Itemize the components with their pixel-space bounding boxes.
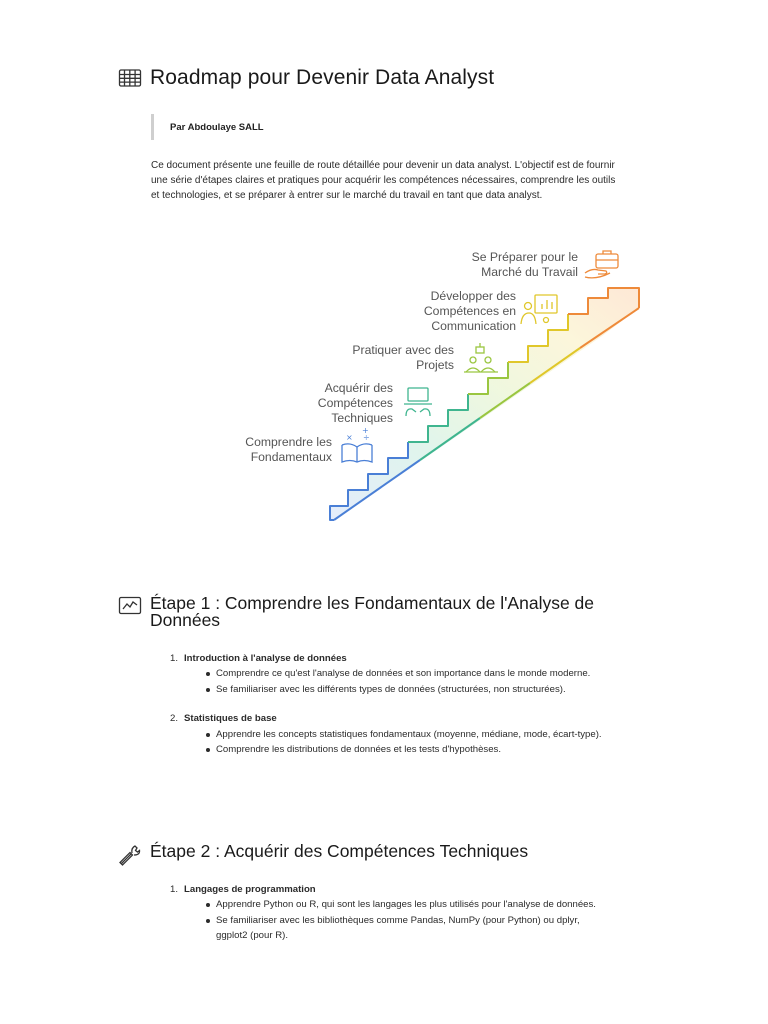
bullet-list: [170, 897, 612, 943]
line-chart-icon: [118, 595, 142, 619]
list-item-title: 1. Introduction à l'analyse de données: [170, 653, 347, 664]
bullet-item: Apprendre Python ou R, qui sont les langages les plus utilisés pour l'analyse de données.: [216, 897, 612, 912]
list-item-title: 2. Statistiques de base: [170, 713, 277, 725]
step-label-5: Se Préparer pour le Marché du Travail: [471, 250, 578, 279]
bullet-item: Se familiariser avec les différents types de données (structurées, non structurées).: [216, 682, 612, 697]
bullet-item: Apprendre les concepts statistiques fondamentaux (moyenne, médiane, mode, écart-type).: [216, 727, 612, 742]
svg-text:×: ×: [346, 433, 353, 442]
presentation-icon: [521, 295, 557, 324]
section-2-heading: [118, 843, 620, 867]
section-1-heading: [118, 595, 620, 629]
author-text: Par Abdoulaye SALL: [170, 121, 264, 133]
step-label-4: Développer des Compétences en Communication: [423, 289, 516, 333]
svg-text:÷: ÷: [363, 433, 370, 442]
bullet-item: Comprendre les distributions de données et les tests d'hypothèses.: [216, 742, 612, 757]
author-quote: [151, 114, 264, 140]
bullet-item: Comprendre ce qu'est l'analyse de données et son importance dans le monde moderne.: [216, 666, 612, 681]
staircase-diagram: [230, 240, 650, 530]
bullet-list: [170, 727, 612, 758]
page-title: Roadmap pour Devenir Data Analyst: [150, 66, 495, 89]
team-project-icon: [464, 343, 498, 372]
briefcase-hand-icon: [585, 251, 618, 278]
step-label-1: Comprendre les Fondamentaux: [245, 435, 332, 464]
wrench-icon: [118, 843, 142, 867]
svg-text:+: +: [362, 426, 369, 435]
intro-paragraph: Ce document présente une feuille de route détaillée pour devenir un data analyst. L'objectif est de fournir une série d'étapes claires et pratiques pour acquérir les compétences nécessaires, comprendre les outils et technologies, et se préparer à entrer sur le marché du travail en tant que data analyst.: [151, 160, 616, 201]
bullet-list: [170, 666, 612, 697]
section-2-list: [170, 882, 612, 944]
page-title-row: [118, 66, 494, 90]
table-icon: [118, 66, 142, 90]
step-label-3: Pratiquer avec des Projets: [352, 343, 454, 372]
staircase-graphic: [230, 240, 650, 530]
list-item-title: 1. Langages de programmation: [170, 884, 316, 895]
bullet-item: Se familiariser avec les bibliothèques comme Pandas, NumPy (pour Python) ou dplyr, ggplot2 (pour R).: [216, 913, 612, 944]
book-math-icon: [342, 426, 372, 462]
laptop-hands-icon: [404, 388, 432, 416]
step-label-2: Acquérir des Compétences Techniques: [317, 381, 393, 425]
section-2-title: Étape 2 : Acquérir des Compétences Techniques: [150, 841, 529, 861]
section-1-title: Étape 1 : Comprendre les Fondamentaux de l'Analyse de Données: [150, 593, 595, 630]
section-1-list: [170, 651, 612, 757]
